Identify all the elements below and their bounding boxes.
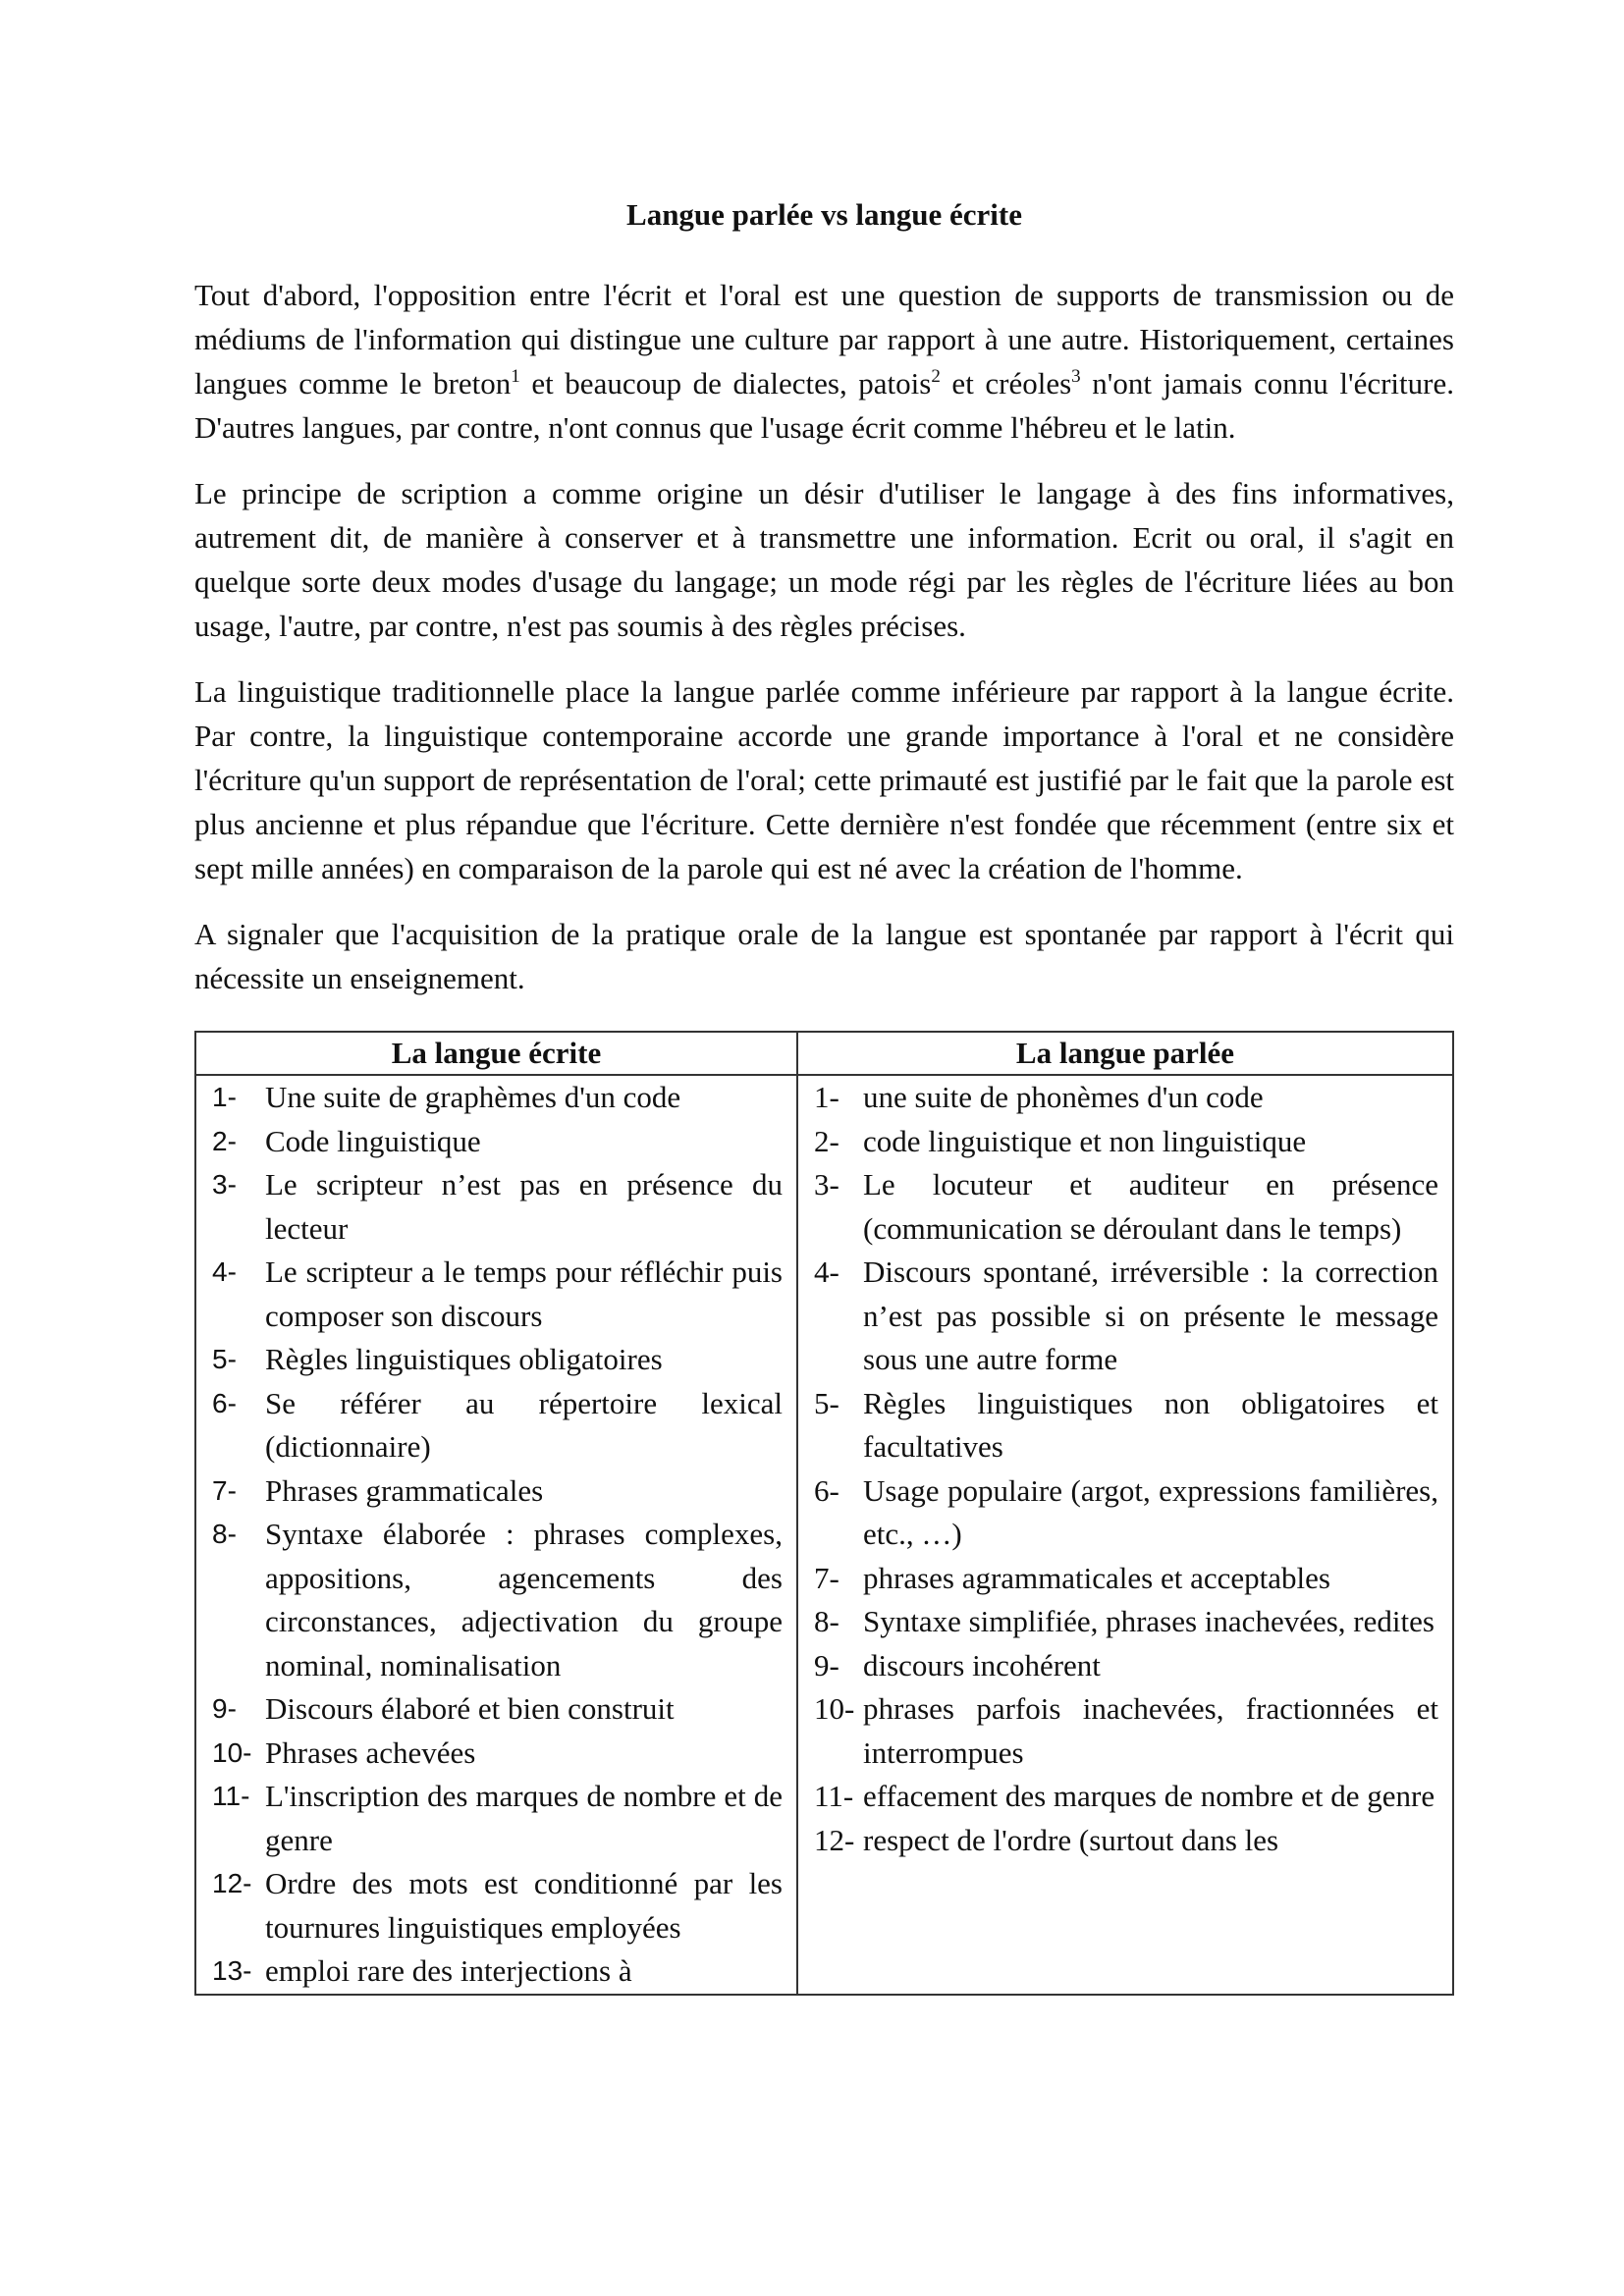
paragraph-intro-text-3: et créoles — [940, 366, 1072, 400]
written-language-item-number: 10- — [212, 1736, 252, 1768]
paragraph-intro-text-2: et beaucoup de dialectes, patois — [519, 366, 932, 400]
spoken-language-item-number: 2- — [814, 1123, 839, 1158]
spoken-language-item-text: Discours spontané, irréversible : la correction n’est pas possible si on présente le message sous une autre forme — [863, 1255, 1438, 1376]
written-language-item-text: Syntaxe élaborée : phrases complexes, appositions, agencements des circonstances, adjectivation du groupe nominal, nominalisation — [265, 1517, 783, 1682]
written-language-item-text: L'inscription des marques de nombre et de genre — [265, 1779, 783, 1857]
spoken-language-item-number: 8- — [814, 1604, 839, 1638]
written-language-item-number: 3- — [212, 1169, 237, 1200]
written-language-item-text: Phrases grammaticales — [265, 1472, 544, 1508]
spoken-language-item-text: Usage populaire (argot, expressions familières, etc., …) — [863, 1472, 1438, 1551]
spoken-language-item — [814, 1076, 1438, 1120]
written-language-item-number: 9- — [212, 1693, 237, 1724]
spoken-language-item-text: code linguistique et non linguistique — [863, 1123, 1307, 1158]
spoken-language-item-text: discours incohérent — [863, 1647, 1101, 1682]
written-language-item — [212, 1469, 783, 1514]
spoken-language-item — [814, 1775, 1438, 1819]
written-language-item — [212, 1513, 783, 1687]
written-language-item-number: 11- — [212, 1781, 250, 1811]
written-language-item — [212, 1862, 783, 1949]
spoken-language-item-number: 9- — [814, 1647, 839, 1682]
spoken-language-item-text: phrases parfois inachevées, fractionnées et interrompues — [863, 1691, 1438, 1770]
spoken-language-item — [814, 1687, 1438, 1775]
spoken-language-item — [814, 1251, 1438, 1382]
spoken-language-item-text: une suite de phonèmes d'un code — [863, 1080, 1264, 1114]
paragraph-intro-text-4: n'ont jamais connu l'écriture. D'autres langues, par contre, n'ont connus que l'usage écrit comme l'hébreu et le latin. — [194, 366, 1454, 445]
paragraph-intro-text-1: Tout d'abord, l'opposition entre l'écrit et l'oral est une question de supports de transmission ou de médiums de l'information qui distingue une culture par rapport à une autre. Historiquement, certaines langues comme le breton — [194, 278, 1454, 400]
written-language-item-text: Se référer au répertoire lexical (dictionnaire) — [265, 1385, 783, 1464]
written-language-item — [212, 1120, 783, 1164]
header-spoken-language: La langue parlée — [797, 1032, 1453, 1075]
written-language-item-number: 12- — [212, 1868, 252, 1898]
header-written-language: La langue écrite — [195, 1032, 797, 1075]
spoken-language-item-number: 5- — [814, 1385, 839, 1420]
written-language-item-number: 5- — [212, 1344, 237, 1374]
paragraph-acquisition: A signaler que l'acquisition de la pratique orale de la langue est spontanée par rapport à l'écrit qui nécessite un enseignement. — [194, 917, 1454, 995]
written-language-list — [212, 1076, 783, 1994]
spoken-language-item-text: phrases agrammaticales et acceptables — [863, 1560, 1330, 1595]
spoken-language-item-number: 11- — [814, 1779, 854, 1813]
spoken-language-item — [814, 1469, 1438, 1557]
written-language-item-text: Discours élaboré et bien construit — [265, 1691, 675, 1726]
written-language-item-text: Le scripteur n’est pas en présence du lecteur — [265, 1167, 783, 1246]
table-row — [195, 1075, 1453, 1995]
spoken-language-item-text: Règles linguistiques non obligatoires et facultatives — [863, 1385, 1438, 1464]
spoken-language-item-number: 10- — [814, 1691, 855, 1726]
written-language-item-text: emploi rare des interjections à — [265, 1953, 632, 1988]
spoken-language-item-number: 4- — [814, 1255, 839, 1289]
written-language-item — [212, 1775, 783, 1862]
written-language-item-text: Code linguistique — [265, 1123, 481, 1158]
footnote-mark: 2 — [931, 366, 941, 387]
written-language-item — [212, 1732, 783, 1776]
written-language-item — [212, 1076, 783, 1120]
spoken-language-item-text: Le locuteur et auditeur en présence (communication se déroulant dans le temps) — [863, 1167, 1438, 1246]
written-language-item-text: Règles linguistiques obligatoires — [265, 1342, 663, 1376]
spoken-language-item-text: effacement des marques de nombre et de genre — [863, 1779, 1435, 1813]
written-language-item — [212, 1687, 783, 1732]
spoken-language-item-number: 1- — [814, 1080, 839, 1114]
written-language-item — [212, 1338, 783, 1382]
spoken-language-item-number: 7- — [814, 1560, 839, 1595]
written-language-item-text: Une suite de graphèmes d'un code — [265, 1080, 681, 1114]
spoken-language-item — [814, 1382, 1438, 1469]
table-header-row — [195, 1032, 1453, 1075]
document-page — [194, 192, 1454, 1996]
written-language-item-text: Phrases achevées — [265, 1735, 476, 1770]
written-language-item-text: Le scripteur a le temps pour réfléchir puis composer son discours — [265, 1255, 783, 1333]
paragraph-scription: Le principe de scription a comme origine un désir d'utiliser le langage à des fins informatives, autrement dit, de manière à conserver et à transmettre une information. Ecrit ou oral, il s'agit en quelque sorte deux modes d'usage du langage; un mode régi par les règles de l'écriture liées au bon usage, l'autre, par contre, n'est pas soumis à des règles précises. — [194, 476, 1454, 643]
spoken-language-list — [814, 1076, 1438, 1862]
spoken-language-cell — [797, 1075, 1453, 1995]
spoken-language-item-number: 12- — [814, 1822, 855, 1857]
spoken-language-item — [814, 1557, 1438, 1601]
spoken-language-item — [814, 1644, 1438, 1688]
written-language-item-number: 6- — [212, 1387, 237, 1418]
written-language-item — [212, 1251, 783, 1338]
footnote-mark: 1 — [511, 366, 520, 387]
document-title: Langue parlée vs langue écrite — [626, 197, 1022, 232]
written-language-item-number: 7- — [212, 1474, 237, 1506]
spoken-language-item-number: 3- — [814, 1167, 839, 1201]
written-language-cell — [195, 1075, 797, 1995]
written-language-item — [212, 1949, 783, 1994]
written-language-item-number: 1- — [212, 1082, 237, 1112]
written-language-item — [212, 1163, 783, 1251]
spoken-language-item — [814, 1120, 1438, 1164]
spoken-language-item — [814, 1819, 1438, 1863]
spoken-language-item — [814, 1600, 1438, 1644]
paragraph-intro — [194, 273, 1454, 450]
comparison-table — [194, 1031, 1454, 1996]
spoken-language-item-text: respect de l'ordre (surtout dans les — [863, 1822, 1279, 1857]
written-language-item-number: 2- — [212, 1125, 237, 1156]
written-language-item-number: 4- — [212, 1256, 237, 1287]
paragraph-linguistics: La linguistique traditionnelle place la langue parlée comme inférieure par rapport à la langue écrite. Par contre, la linguistique contemporaine accorde une grande importance à l'oral et ne considère l'écriture qu'un support de représentation de l'oral; cette primauté est justifié par le fait que la parole est plus ancienne et plus répandue que l'écriture. Cette dernière n'est fondée que récemment (entre six et sept mille années) en comparaison de la parole qui est né avec la création de l'homme. — [194, 674, 1454, 885]
spoken-language-item — [814, 1163, 1438, 1251]
spoken-language-item-number: 6- — [814, 1472, 839, 1508]
footnote-mark: 3 — [1071, 366, 1081, 387]
written-language-item-text: Ordre des mots est conditionné par les tournures linguistiques employées — [265, 1866, 783, 1945]
written-language-item-number: 8- — [212, 1519, 237, 1549]
written-language-item — [212, 1382, 783, 1469]
spoken-language-item-text: Syntaxe simplifiée, phrases inachevées, redites — [863, 1604, 1435, 1638]
written-language-item-number: 13- — [212, 1955, 252, 1986]
